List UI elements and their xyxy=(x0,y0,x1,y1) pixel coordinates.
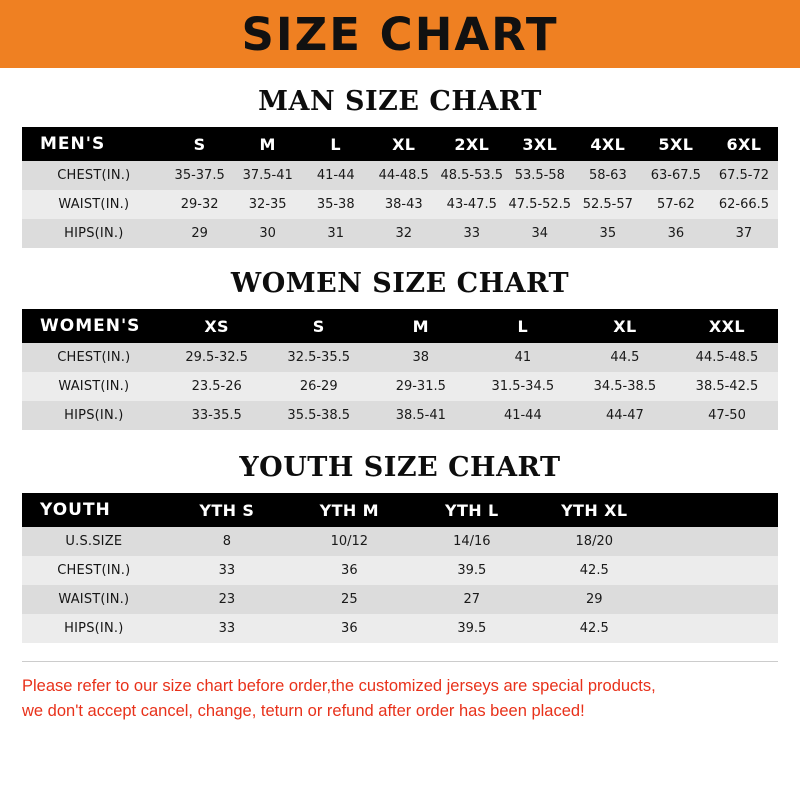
youth-cell-0-4 xyxy=(656,527,779,556)
women-col-header-4: L xyxy=(517,316,529,336)
man-row-label-0: CHEST(IN.) xyxy=(57,168,131,183)
man-cell-2-3: 32 xyxy=(395,226,412,241)
youth-cell-3-2: 39.5 xyxy=(457,621,487,636)
women-row-label-0: CHEST(IN.) xyxy=(57,350,131,365)
table-row xyxy=(22,343,778,372)
man-section-title: MAN SIZE CHART xyxy=(258,86,542,117)
man-col-header-3: L xyxy=(330,134,341,154)
youth-table-wrapper xyxy=(22,493,778,643)
man-cell-0-3: 44-48.5 xyxy=(378,168,429,183)
youth-row-label-0: U.S.SIZE xyxy=(65,534,123,549)
youth-cell-3-4 xyxy=(656,614,779,643)
youth-col-header-1: YTH S xyxy=(199,500,255,520)
women-row-label-2: HIPS(IN.) xyxy=(64,408,124,423)
youth-col-header-2: YTH M xyxy=(319,500,380,520)
man-cell-2-2: 31 xyxy=(327,226,344,241)
youth-cell-3-3: 42.5 xyxy=(579,621,609,636)
women-table-head xyxy=(22,309,778,343)
man-cell-0-4: 48.5-53.5 xyxy=(440,168,504,183)
table-row xyxy=(22,585,778,614)
man-cell-2-7: 36 xyxy=(667,226,685,241)
youth-cell-0-1: 10/12 xyxy=(330,534,369,549)
women-cell-0-4: 44.5 xyxy=(610,350,640,365)
youth-cell-3-0: 33 xyxy=(218,621,236,636)
man-cell-2-8: 37 xyxy=(735,226,753,241)
youth-row-label-1: CHEST(IN.) xyxy=(57,563,131,578)
youth-cell-1-3: 42.5 xyxy=(579,563,609,578)
women-cell-1-1: 26-29 xyxy=(299,379,338,394)
man-cell-1-0: 29-32 xyxy=(180,197,219,212)
man-cell-0-2: 41-44 xyxy=(316,168,355,183)
women-col-header-2: S xyxy=(312,316,325,336)
youth-cell-1-4 xyxy=(656,556,779,585)
youth-row-label-3: HIPS(IN.) xyxy=(64,621,124,636)
man-col-header-4: XL xyxy=(392,134,416,154)
women-cell-1-3: 31.5-34.5 xyxy=(491,379,555,394)
man-cell-0-1: 37.5-41 xyxy=(242,168,293,183)
man-cell-2-4: 33 xyxy=(463,226,481,241)
man-cell-2-5: 34 xyxy=(531,226,549,241)
women-cell-2-1: 35.5-38.5 xyxy=(287,408,351,423)
women-cell-0-3: 41 xyxy=(514,350,532,365)
man-col-header-5: 2XL xyxy=(454,134,490,154)
women-col-header-5: XL xyxy=(613,316,637,336)
table-row xyxy=(22,614,778,643)
table-row xyxy=(22,219,778,248)
youth-cell-2-1: 25 xyxy=(341,592,358,607)
man-col-header-1: S xyxy=(193,134,206,154)
youth-cell-2-3: 29 xyxy=(585,592,603,607)
table-row xyxy=(22,556,778,585)
women-col-header-6: XXL xyxy=(708,316,745,336)
women-cell-1-2: 29-31.5 xyxy=(395,379,446,394)
youth-cell-0-0: 8 xyxy=(222,534,231,549)
man-cell-1-3: 38-43 xyxy=(384,197,423,212)
youth-section-title: YOUTH SIZE CHART xyxy=(239,452,561,483)
youth-cell-2-2: 27 xyxy=(463,592,481,607)
footer-line-1: Please refer to our size chart before order,the customized jerseys are special products, xyxy=(22,677,656,695)
table-row xyxy=(22,401,778,430)
man-cell-0-8: 67.5-72 xyxy=(718,168,770,183)
women-cell-2-3: 41-44 xyxy=(503,408,542,423)
youth-cell-0-2: 14/16 xyxy=(453,534,491,549)
youth-row-label-2: WAIST(IN.) xyxy=(58,592,130,607)
man-table-wrapper xyxy=(22,127,778,248)
youth-col-header-3: YTH L xyxy=(444,500,499,520)
man-cell-2-6: 35 xyxy=(599,226,617,241)
footer-line-2: we don't accept cancel, change, teturn or refund after order has been placed! xyxy=(22,701,585,720)
man-size-table xyxy=(22,127,778,248)
youth-cell-1-0: 33 xyxy=(218,563,236,578)
man-col-header-7: 4XL xyxy=(590,134,626,154)
man-table-body xyxy=(22,161,778,248)
women-cell-0-1: 32.5-35.5 xyxy=(287,350,351,365)
man-cell-0-5: 53.5-58 xyxy=(514,168,565,183)
women-cell-1-5: 38.5-42.5 xyxy=(695,379,759,394)
women-table-body xyxy=(22,343,778,430)
youth-size-table xyxy=(22,493,778,643)
women-section-title: WOMEN SIZE CHART xyxy=(230,268,570,299)
youth-cell-2-0: 23 xyxy=(218,592,236,607)
man-row-label-1: WAIST(IN.) xyxy=(58,197,130,212)
man-cell-1-6: 52.5-57 xyxy=(582,197,633,212)
man-cell-1-1: 32-35 xyxy=(248,197,287,212)
table-row xyxy=(22,527,778,556)
women-cell-2-2: 38.5-41 xyxy=(395,408,446,423)
youth-table-body xyxy=(22,527,778,643)
women-col-header-1: XS xyxy=(204,316,229,336)
man-col-header-2: M xyxy=(259,134,276,154)
table-header-row xyxy=(22,127,778,161)
women-table-wrapper xyxy=(22,309,778,430)
women-cell-0-0: 29.5-32.5 xyxy=(185,350,248,365)
man-cell-1-8: 62-66.5 xyxy=(718,197,770,212)
table-row xyxy=(22,372,778,401)
women-cell-2-4: 44-47 xyxy=(606,408,644,423)
table-row xyxy=(22,161,778,190)
page-title: SIZE CHART xyxy=(241,7,559,61)
table-row xyxy=(22,190,778,219)
man-row-label-2: HIPS(IN.) xyxy=(64,226,124,241)
man-table-head xyxy=(22,127,778,161)
man-cell-1-7: 57-62 xyxy=(656,197,695,212)
women-cell-0-2: 38 xyxy=(412,350,430,365)
man-cell-2-0: 29 xyxy=(191,226,208,241)
women-cell-0-5: 44.5-48.5 xyxy=(695,350,759,365)
women-cell-2-0: 33-35.5 xyxy=(191,408,242,423)
table-header-row xyxy=(22,309,778,343)
man-col-header-8: 5XL xyxy=(658,134,694,154)
man-cell-2-1: 30 xyxy=(259,226,276,241)
man-col-header-0: MEN'S xyxy=(40,134,106,154)
youth-col-header-5 xyxy=(656,493,779,527)
youth-cell-3-1: 36 xyxy=(341,621,358,636)
women-col-header-3: M xyxy=(412,316,429,336)
man-cell-0-0: 35-37.5 xyxy=(174,168,225,183)
youth-cell-2-4 xyxy=(656,585,779,614)
women-cell-1-4: 34.5-38.5 xyxy=(593,379,657,394)
footer-disclaimer xyxy=(22,661,778,724)
table-header-row xyxy=(22,493,778,527)
women-col-header-0: WOMEN'S xyxy=(40,316,141,336)
youth-cell-0-3: 18/20 xyxy=(575,534,613,549)
man-cell-1-2: 35-38 xyxy=(316,197,355,212)
women-cell-2-5: 47-50 xyxy=(708,408,746,423)
women-row-label-1: WAIST(IN.) xyxy=(58,379,130,394)
man-cell-0-7: 63-67.5 xyxy=(650,168,701,183)
youth-table-head xyxy=(22,493,778,527)
man-col-header-6: 3XL xyxy=(522,134,558,154)
youth-col-header-0: YOUTH xyxy=(40,500,111,520)
women-size-table xyxy=(22,309,778,430)
man-cell-1-5: 47.5-52.5 xyxy=(508,197,572,212)
youth-cell-1-2: 39.5 xyxy=(457,563,487,578)
women-cell-1-0: 23.5-26 xyxy=(191,379,242,394)
youth-cell-1-1: 36 xyxy=(341,563,358,578)
header-banner xyxy=(0,0,800,68)
man-cell-0-6: 58-63 xyxy=(588,168,627,183)
man-cell-1-4: 43-47.5 xyxy=(446,197,497,212)
man-col-header-9: 6XL xyxy=(726,134,762,154)
youth-col-header-4: YTH XL xyxy=(561,500,628,520)
